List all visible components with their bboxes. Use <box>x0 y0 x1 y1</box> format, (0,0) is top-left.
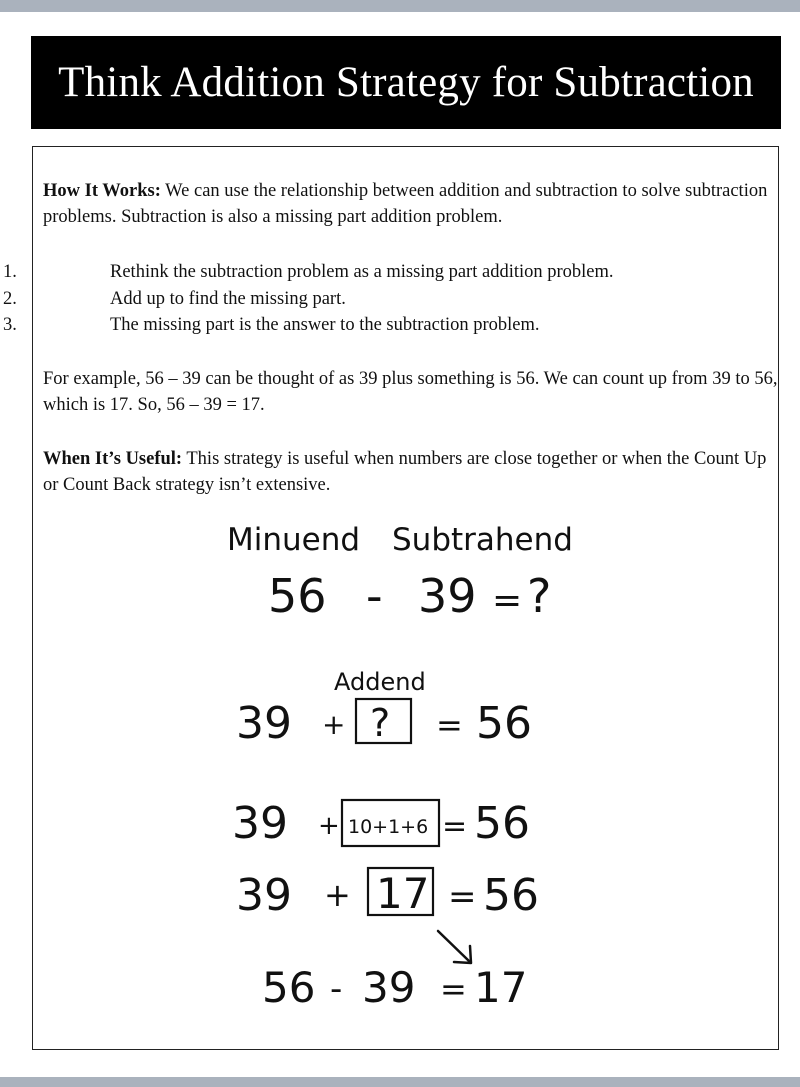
step-number: 1. <box>3 262 17 282</box>
line2-addend: 39 <box>232 798 288 849</box>
addend-label: Addend <box>334 668 426 696</box>
line1-sum: 56 <box>476 698 532 749</box>
line3-equals: = <box>448 877 477 917</box>
bottom-border-strip <box>0 1077 800 1087</box>
example-paragraph: For example, 56 – 39 can be thought of as 39 plus something is 56. We can count up from 39 to 56, which is 17. So, 56 – 39 = 17. <box>43 369 778 415</box>
page-title: Think Addition Strategy for Subtraction <box>58 59 754 106</box>
line1-plus: + <box>322 708 346 741</box>
line2-equals: = <box>442 809 468 844</box>
problem-minus: - <box>366 569 383 623</box>
when-useful-text: This strategy is useful when numbers are close together or when the Count Up or Count Back strategy isn’t extensive. <box>43 449 767 495</box>
step-text: The missing part is the answer to the subtraction problem. <box>110 315 540 335</box>
problem-equals: = <box>492 580 523 621</box>
line2-box-value: 10+1+6 <box>348 816 429 838</box>
step-number: 3. <box>3 315 17 335</box>
line2-plus: + <box>318 811 340 841</box>
problem-unknown: ? <box>527 569 552 623</box>
how-it-works-text: We can use the relationship between addition and subtraction to solve subtraction problems. Subtraction is also a missing part addition problem. <box>43 181 768 227</box>
line1-box-value: ? <box>370 701 391 745</box>
down-right-arrow-icon <box>438 931 471 963</box>
line1-equals: = <box>436 706 463 744</box>
answer-minuend: 56 <box>262 963 316 1012</box>
answer-equals: = <box>440 970 467 1008</box>
step-text: Add up to find the missing part. <box>110 288 346 309</box>
minuend-label: Minuend <box>227 522 361 558</box>
step-text: Rethink the subtraction problem as a missing part addition problem. <box>110 262 614 282</box>
line2-sum: 56 <box>474 798 530 849</box>
step-number: 2. <box>3 288 17 309</box>
answer-minus: - <box>330 969 343 1009</box>
line3-addend: 39 <box>236 870 292 921</box>
answer-result: 17 <box>474 963 528 1012</box>
subtrahend-label: Subtrahend <box>392 522 573 558</box>
line3-sum: 56 <box>483 870 539 921</box>
line3-plus: + <box>324 876 351 914</box>
line3-box-value: 17 <box>376 869 430 918</box>
when-useful-label: When It’s Useful: <box>43 449 183 469</box>
answer-subtrahend: 39 <box>362 963 416 1012</box>
line1-addend: 39 <box>236 698 292 749</box>
problem-subtrahend: 39 <box>418 569 477 623</box>
problem-minuend: 56 <box>268 569 327 623</box>
how-it-works-label: How It Works: <box>43 181 161 201</box>
